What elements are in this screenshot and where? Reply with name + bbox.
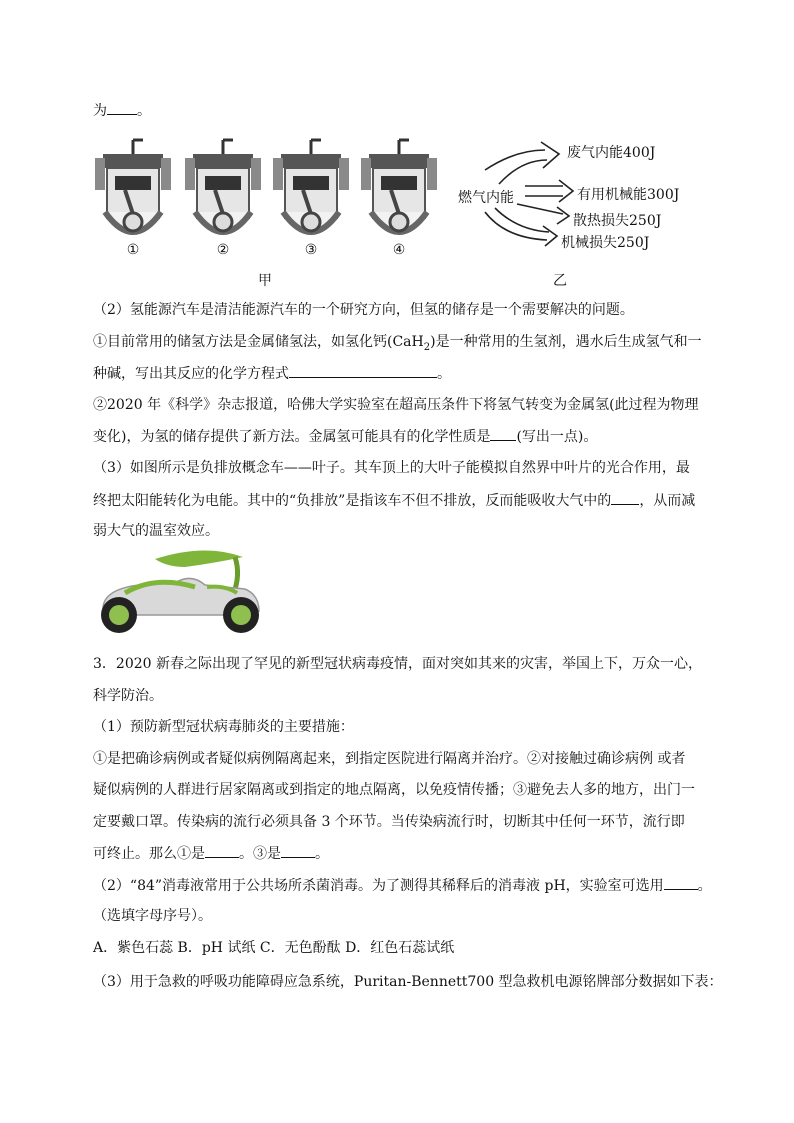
top-line-prefix: 为	[93, 103, 107, 119]
q2-part2-line2-text: 变化)，为氢的储存提供了新方法。金属氢可能具有的化学性质是	[93, 429, 491, 445]
q2-part1-line2	[93, 363, 451, 384]
engine-strokes-illustration	[95, 132, 455, 257]
engine-label-4: ④	[392, 242, 406, 258]
answer-blank[interactable]	[107, 100, 137, 115]
engine-label-3: ③	[304, 242, 318, 258]
equation-answer-blank[interactable]	[289, 363, 437, 378]
engine-label-2: ②	[216, 242, 230, 258]
q3-sub1-line4-text-a: 可终止。那么①是	[93, 846, 205, 862]
question3-line2: 科学防治。	[93, 688, 163, 704]
q3-sub2-line1-end: 。	[697, 878, 712, 894]
q2-part1-subscript: 2	[423, 341, 431, 353]
q3-car-line2	[93, 490, 695, 511]
engine-label-1: ①	[126, 242, 140, 258]
leaf-car-image	[95, 545, 265, 641]
q2-part1-text: ①目前常用的储氢方法是金属储氢法，如氢化钙(CaH	[93, 334, 424, 350]
figure-yi-caption: 乙	[553, 273, 567, 289]
q2-part1-line1	[93, 332, 702, 358]
ph-method-blank[interactable]	[664, 875, 698, 890]
answer-blank-3[interactable]	[281, 843, 315, 858]
figure-yi	[455, 140, 695, 290]
q3-sub2-line2: （选填字母序号）。	[93, 908, 212, 924]
energy-output-exhaust: 废气内能400J	[567, 145, 656, 161]
q2-title: （2）氢能源汽车是清洁能源汽车的一个研究方向，但氢的储存是一个需要解决的问题。	[93, 302, 634, 318]
q2-part2-line1: ②2020 年《科学》杂志报道，哈佛大学实验室在超高压条件下将氢气转变为金属氢(此过程为物理	[93, 397, 699, 413]
q3-sub1-line3: 定要戴口罩。传染病的流行必须具备 3 个环节。当传染病流行时，切断其中任何一环节，流行即	[93, 814, 685, 830]
q2-part1-line2-end: 。	[437, 366, 451, 382]
top-line	[93, 100, 151, 121]
q2-part1-text-end: )是一种常用的生氢剂，遇水后生成氢气和一	[430, 334, 702, 350]
q3-sub2-line1-text: （2）“84”消毒液常用于公共场所杀菌消毒。为了测得其稀释后的消毒液 pH，实验室可选用	[93, 878, 664, 894]
energy-output-useful: 有用机械能300J	[577, 187, 680, 203]
chemical-property-blank[interactable]	[490, 426, 516, 441]
q3-car-line2-text: 终把太阳能转化为电能。其中的“负排放”是指该车不但不排放，反而能吸收大气中的	[93, 493, 612, 509]
q3-sub2-line1	[93, 875, 712, 896]
q3-car-line2-end: ，从而减	[639, 493, 696, 509]
q2-part2-line2-end: (写出一点)。	[516, 429, 598, 445]
energy-source-label: 燃气内能	[458, 190, 514, 206]
figure-jia	[95, 132, 455, 289]
absorbed-gas-blank[interactable]	[611, 490, 639, 505]
q3-sub3: （3）用于急救的呼吸功能障碍应急系统，Puritan-Bennett700 型急救机电源铭牌部分数据如下表：	[93, 974, 723, 990]
q3-sub1-line4-text-b: 。③是	[239, 846, 281, 862]
q3-car-line3: 弱大气的温室效应。	[93, 523, 219, 539]
q2-part1-line2-text: 种碱，写出其反应的化学方程式	[93, 366, 289, 382]
figure-jia-caption: 甲	[258, 273, 272, 289]
q3-car-line1: （3）如图所示是负排放概念车——叶子。其车顶上的大叶子能模拟自然界中叶片的光合作用，最	[93, 460, 690, 476]
energy-output-heat-loss: 散热损失250J	[573, 213, 662, 229]
q3-sub1-line2: 疑似病例的人群进行居家隔离或到指定的地点隔离，以免疫情传播；③避免去人多的地方，出门一	[93, 782, 695, 798]
q3-options: A．紫色石蕊 B．pH 试纸 C．无色酚酞 D．红色石蕊试纸	[93, 940, 455, 956]
question3-line1: 3．2020 新春之际出现了罕见的新型冠状病毒疫情，面对突如其来的灾害，举国上下，万众一心，	[93, 656, 702, 672]
q3-sub1-line1: ①是把确诊病例或者疑似病例隔离起来，到指定医院进行隔离并治疗。②对接触过确诊病例 或者	[93, 751, 686, 767]
energy-output-mechanical-loss: 机械损失250J	[561, 235, 650, 251]
q3-sub1-line4	[93, 843, 329, 864]
q2-part2-line2	[93, 426, 597, 447]
top-line-suffix: 。	[137, 103, 151, 119]
answer-blank-1[interactable]	[205, 843, 239, 858]
leaf-car-drawing	[95, 545, 265, 637]
q3-sub1-title: （1）预防新型冠状病毒肺炎的主要措施：	[93, 719, 354, 735]
q3-sub1-line4-text-c: 。	[315, 846, 329, 862]
